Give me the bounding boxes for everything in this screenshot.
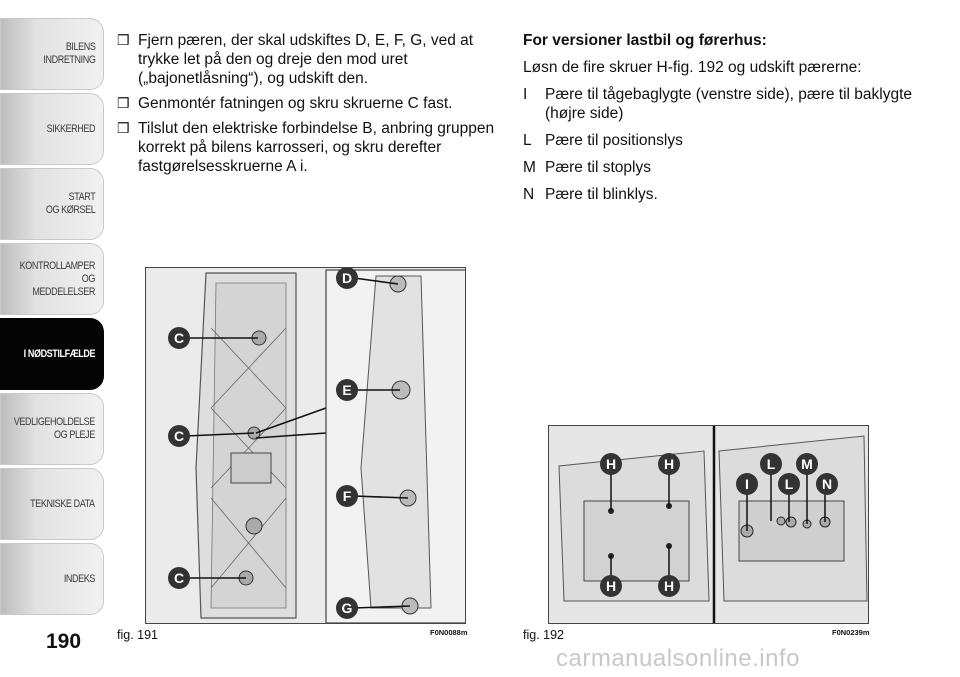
tab-label: INDEKS <box>63 572 95 585</box>
figure-191 <box>145 267 466 624</box>
tab-label: I NØDSTILFÆLDE <box>23 347 95 360</box>
figure-caption: fig. 192 <box>523 628 565 642</box>
tab-label: KONTROLLAMPER OG MEDDELELSER <box>19 259 95 298</box>
tail-light-illustration <box>146 268 466 624</box>
tab-bilens-indretning[interactable] <box>0 18 104 90</box>
item-letter: I <box>523 86 528 103</box>
tab-vedligeholdelse[interactable] <box>0 393 104 465</box>
callout-label: I <box>745 476 749 492</box>
callout-label: H <box>663 578 675 594</box>
item-text: Pære til stoplys <box>545 159 651 176</box>
tab-indeks[interactable] <box>0 543 104 615</box>
callout-d <box>336 268 358 289</box>
item-text: Pære til blinklys. <box>545 186 658 203</box>
tab-kontrollamper[interactable] <box>0 243 104 315</box>
figure-caption: fig. 191 <box>117 628 159 642</box>
tab-label: BILENS INDRETNING <box>42 41 95 66</box>
list-item <box>117 31 497 88</box>
checkbox-bullet-icon: ❒ <box>117 120 130 136</box>
callout-label: H <box>605 456 617 472</box>
callout-label: D <box>341 270 353 286</box>
tab-label: SIKKERHED <box>46 122 95 135</box>
section-heading: For versioner lastbil og førerhus: <box>523 32 767 49</box>
checkbox-bullet-icon: ❒ <box>117 95 130 111</box>
tab-label: VEDLIGEHOLDELSE OG PLEJE <box>13 416 95 441</box>
callout-m <box>796 453 818 475</box>
callout-h-3 <box>600 575 622 597</box>
callout-i <box>736 473 758 495</box>
tab-label: TEKNISKE DATA <box>30 497 95 510</box>
callout-label: N <box>821 476 833 492</box>
site-watermark: carmanualsonline.info <box>556 645 800 672</box>
right-column <box>523 31 923 212</box>
list-item-text: Tilslut den elektriske forbindelse B, anbring gruppen korrekt på bilens karrosseri, og skru derefter fastgørelsesskruerne A i. <box>138 120 495 175</box>
callout-label: F <box>342 488 352 504</box>
callout-n <box>816 473 838 495</box>
callout-label: C <box>173 428 185 444</box>
item-letter: N <box>523 186 535 203</box>
list-item <box>523 185 923 204</box>
item-text: Pære til positionslys <box>545 132 683 149</box>
figure-code: F0N0088m <box>430 628 468 637</box>
tab-i-nodstilfaelde[interactable] <box>0 318 104 390</box>
callout-f <box>336 485 358 507</box>
callout-label: C <box>173 570 185 586</box>
callout-e <box>336 379 358 401</box>
callout-h-2 <box>658 453 680 475</box>
callout-label: L <box>784 476 794 492</box>
list-item <box>117 119 497 176</box>
intro-text: Løsn de fire skruer H-fig. 192 og udskift pærerne: <box>523 59 862 76</box>
callout-h-4 <box>658 575 680 597</box>
callout-label: C <box>173 330 185 346</box>
list-item <box>523 158 923 177</box>
callout-label: H <box>663 456 675 472</box>
tab-sikkerhed[interactable] <box>0 93 104 165</box>
left-column <box>117 31 497 182</box>
callout-label: M <box>801 456 813 472</box>
item-letter: L <box>523 132 532 149</box>
list-item-text: Fjern pæren, der skal udskiftes D, E, F, G, ved at trykke let på den og dreje den mod uret („bajonetlåsning“), og udskift den. <box>138 32 474 87</box>
list-item <box>117 94 497 113</box>
callout-c-1 <box>168 327 190 349</box>
tab-tekniske-data[interactable] <box>0 468 104 540</box>
callout-l-1 <box>760 453 782 475</box>
callout-c-2 <box>168 425 190 447</box>
list-item <box>523 85 923 123</box>
item-letter: M <box>523 159 536 176</box>
callout-label: G <box>341 600 353 616</box>
rear-lamp-truck-illustration <box>549 426 869 624</box>
tab-start-og-korsel[interactable] <box>0 168 104 240</box>
callout-label: L <box>766 456 776 472</box>
figure-code: F0N0239m <box>832 628 870 637</box>
checkbox-bullet-icon: ❒ <box>117 32 130 48</box>
callout-l-2 <box>778 473 800 495</box>
figure-192 <box>548 425 869 624</box>
callout-h-1 <box>600 453 622 475</box>
tab-label: START OG KØRSEL <box>45 191 95 216</box>
list-item <box>523 131 923 150</box>
callout-label: H <box>605 578 617 594</box>
callout-g <box>336 597 358 619</box>
list-item-text: Genmontér fatningen og skru skruerne C fast. <box>138 95 453 112</box>
page-number: 190 <box>46 630 82 653</box>
callout-label: E <box>342 382 352 398</box>
callout-c-3 <box>168 567 190 589</box>
item-text: Pære til tågebaglygte (venstre side), pære til baklygte (højre side) <box>545 86 913 122</box>
